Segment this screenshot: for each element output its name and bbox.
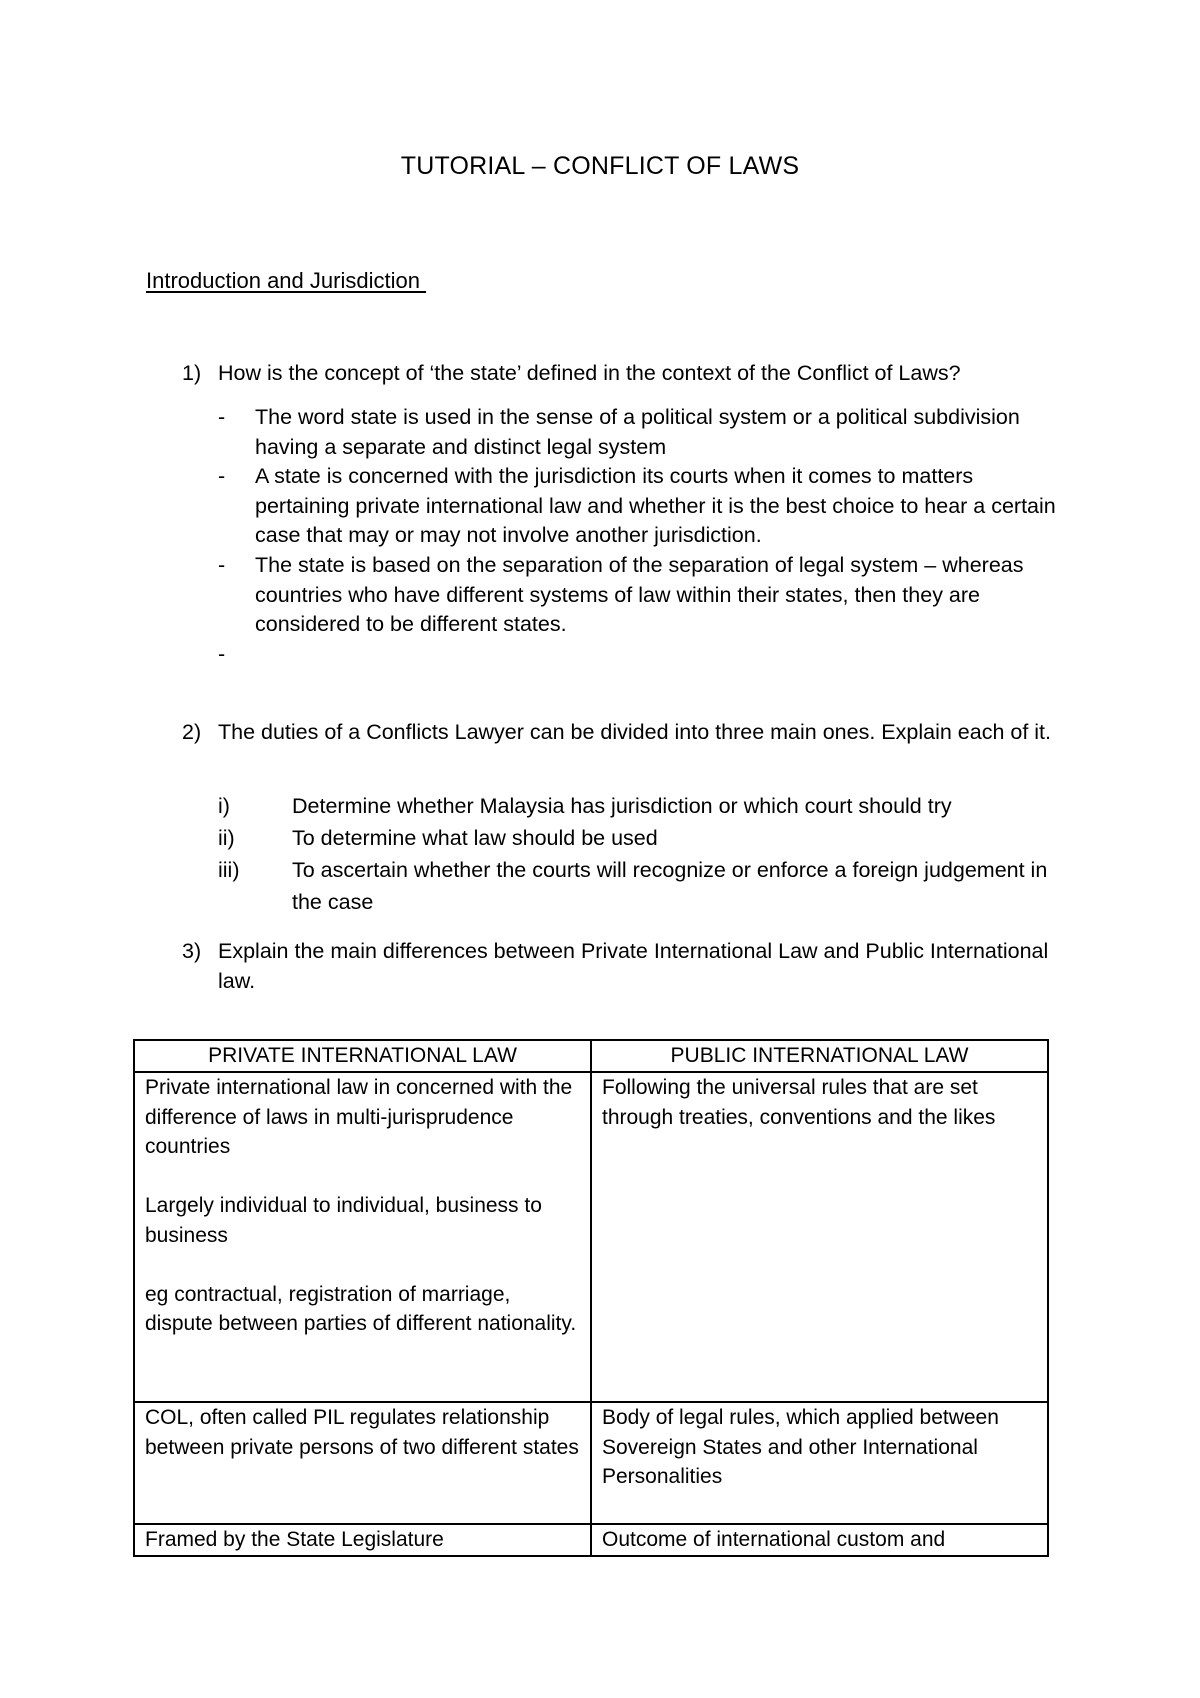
item-number: iii) bbox=[218, 858, 240, 882]
table-row bbox=[134, 1072, 1048, 1402]
item-text: To determine what law should be used bbox=[292, 826, 658, 850]
item-number: ii) bbox=[218, 826, 235, 850]
cell-paragraph: Outcome of international custom and bbox=[602, 1528, 946, 1551]
bullet-dash: - bbox=[218, 405, 226, 429]
table-cell-private bbox=[134, 1072, 591, 1402]
column-header-public: PUBLIC INTERNATIONAL LAW bbox=[591, 1040, 1048, 1072]
document-title: TUTORIAL – CONFLICT OF LAWS bbox=[400, 152, 800, 180]
question-number: 1) bbox=[182, 361, 202, 385]
table-cell-public bbox=[591, 1524, 1048, 1556]
cell-paragraph: Following the universal rules that are set through treaties, conventions and the likes bbox=[602, 1076, 996, 1129]
cell-paragraph: Largely individual to individual, business to business bbox=[145, 1194, 542, 1247]
question-text: The duties of a Conflicts Lawyer can be divided into three main ones. Explain each of it. bbox=[218, 720, 1051, 744]
bullet-dash: - bbox=[218, 464, 226, 488]
question-text: Explain the main differences between Private International Law and Public International law. bbox=[218, 939, 1049, 993]
bullet-text: A state is concerned with the jurisdiction its courts when it comes to matters pertaining private international law and whether it is the best choice to hear a certain case that may or may not involve another jurisdiction. bbox=[255, 464, 1056, 547]
table-header-row bbox=[134, 1040, 1048, 1072]
table-cell-public bbox=[591, 1402, 1048, 1524]
bullet-dash: - bbox=[218, 553, 226, 577]
question-text: How is the concept of ‘the state’ defined in the context of the Conflict of Laws? bbox=[218, 361, 961, 385]
bullet-text: The state is based on the separation of the separation of legal system – whereas countries who have different systems of law within their states, then they are considered to be different states. bbox=[255, 553, 1024, 636]
cell-paragraph: COL, often called PIL regulates relationship between private persons of two different states bbox=[145, 1406, 579, 1459]
table-cell-private bbox=[134, 1402, 591, 1524]
table-cell-public bbox=[591, 1072, 1048, 1402]
section-heading: Introduction and Jurisdiction bbox=[146, 268, 427, 293]
table-cell-private bbox=[134, 1524, 591, 1556]
item-number: i) bbox=[218, 794, 230, 818]
cell-paragraph: Body of legal rules, which applied between Sovereign States and other International Personalities bbox=[602, 1406, 999, 1488]
cell-paragraph: Private international law in concerned with the difference of laws in multi-jurisprudence countries bbox=[145, 1076, 573, 1158]
question-number: 3) bbox=[182, 939, 202, 963]
cell-paragraph: eg contractual, registration of marriage, dispute between parties of different nationality. bbox=[145, 1282, 577, 1335]
bullet-dash: - bbox=[218, 642, 226, 666]
table-row bbox=[134, 1402, 1048, 1524]
column-header-private: PRIVATE INTERNATIONAL LAW bbox=[134, 1040, 591, 1072]
table-row bbox=[134, 1524, 1048, 1556]
cell-paragraph: Framed by the State Legislature bbox=[145, 1528, 444, 1551]
comparison-table bbox=[133, 1039, 1049, 1557]
item-text: To ascertain whether the courts will recognize or enforce a foreign judgement in the case bbox=[292, 858, 1048, 914]
item-text: Determine whether Malaysia has jurisdiction or which court should try bbox=[292, 794, 952, 818]
bullet-text: The word state is used in the sense of a political system or a political subdivision having a separate and distinct legal system bbox=[255, 405, 1020, 459]
question-number: 2) bbox=[182, 720, 202, 744]
